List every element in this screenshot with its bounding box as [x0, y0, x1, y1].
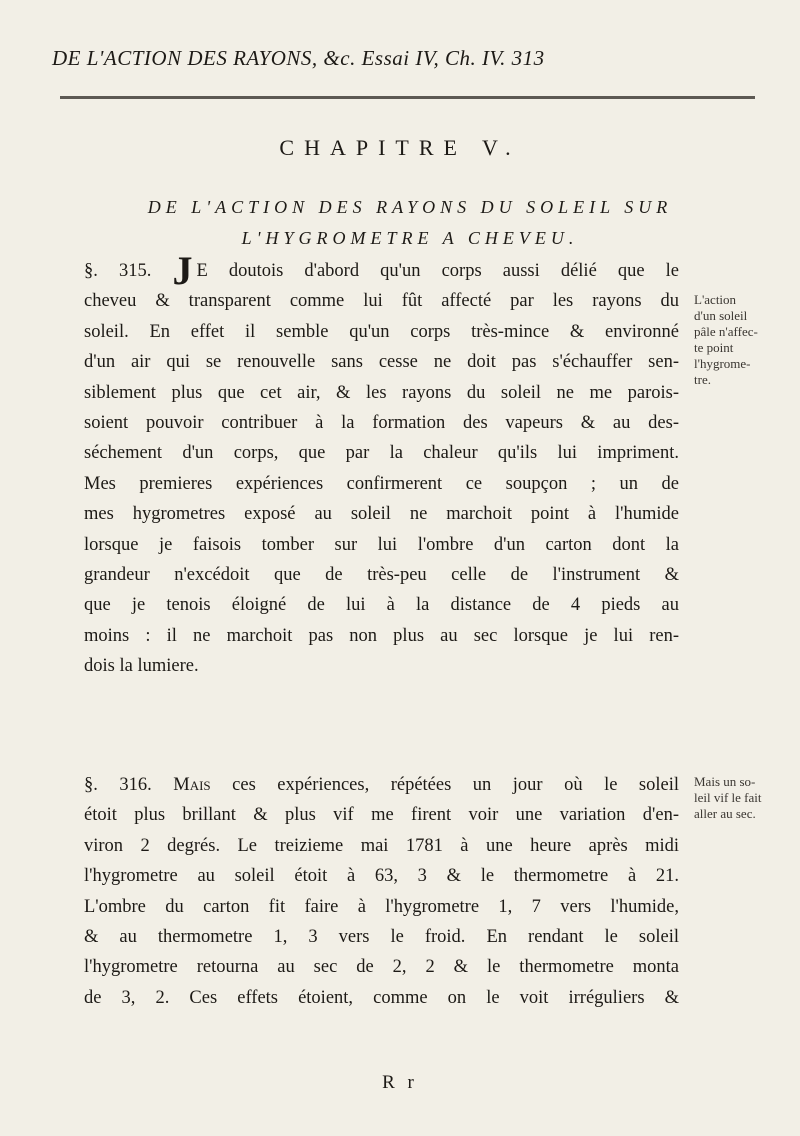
text-line: de 3, 2. Ces effets étoient, comme on le voit irréguliers &	[84, 987, 679, 1008]
margin-note-line: pâle n'affec-	[694, 324, 758, 339]
margin-note-line: L'action	[694, 292, 737, 307]
text-line: dois la lumiere.	[84, 656, 199, 677]
section-number: §. 315.	[84, 261, 152, 281]
text-line: mes hygrometres exposé au soleil ne marchoit point à l'humide	[84, 504, 679, 525]
signature-mark: R r	[382, 1072, 418, 1093]
title-line-1: DE L'ACTION DES RAYONS DU SOLEIL SUR	[147, 197, 673, 217]
text-line	[84, 770, 679, 800]
text-line-content: E doutois d'abord qu'un corps aussi délié que le	[196, 261, 680, 281]
header-rule	[60, 96, 755, 99]
margin-note-line: tre.	[694, 372, 711, 387]
text-line: séchement d'un corps, que par la chaleur qu'ils lui impriment.	[84, 443, 679, 464]
chapter-heading: CHAPITRE V.	[279, 135, 521, 160]
paragraph-316	[84, 770, 679, 1013]
text-line: étoit plus brillant & plus vif me firent voir une variation d'en-	[84, 805, 679, 826]
margin-note-line: Mais un so-	[694, 774, 756, 789]
small-caps-word: Mais	[173, 775, 211, 795]
title-line-2: L'HYGROMETRE A CHEVEU.	[241, 228, 579, 248]
text-line: l'hygrometre retourna au sec de 2, 2 & le thermometre monta	[84, 957, 679, 978]
margin-note-2	[694, 774, 774, 822]
paragraph-315	[84, 248, 680, 682]
margin-note-line: leil vif le fait	[694, 790, 762, 805]
text-line-content: ces expériences, répétées un jour où le soleil	[232, 775, 680, 795]
text-line: l'hygrometre au soleil étoit à 63, 3 & le thermometre à 21.	[84, 866, 679, 887]
text-line: que je tenois éloigné de lui à la distance de 4 pieds au	[84, 595, 679, 616]
text-line: soleil. En effet il semble qu'un corps très-mince & environné	[84, 321, 679, 342]
text-line: & au thermometre 1, 3 vers le froid. En rendant le soleil	[84, 927, 679, 948]
text-line	[84, 248, 680, 293]
text-line: viron 2 degrés. Le treizieme mai 1781 à une heure après midi	[84, 835, 679, 856]
text-line: cheveu & transparent comme lui fût affecté par les rayons du	[84, 291, 679, 312]
text-line: moins : il ne marchoit pas non plus au sec lorsque je lui ren-	[84, 625, 679, 646]
margin-note-line: aller au sec.	[694, 806, 756, 821]
text-line: siblement plus que cet air, & les rayons du soleil ne me parois-	[84, 382, 679, 403]
drop-cap: J	[172, 248, 193, 293]
text-line: soient pouvoir contribuer à la formation des vapeurs & au des-	[84, 413, 679, 434]
text-line: grandeur n'excédoit que de très-peu celle de l'instrument &	[84, 565, 679, 586]
margin-note-line: te point	[694, 340, 734, 355]
chapter-title	[60, 192, 760, 254]
text-line: Mes premieres expériences confirmerent ce soupçon ; un de	[84, 473, 679, 494]
section-number: §. 316.	[84, 775, 152, 795]
text-line: lorsque je faisois tomber sur lui l'ombre d'un carton dont la	[84, 534, 679, 555]
text-line: L'ombre du carton fit faire à l'hygrometre 1, 7 vers l'humide,	[84, 896, 679, 917]
running-head: DE L'ACTION DES RAYONS, &c. Essai IV, Ch. IV. 313	[52, 46, 545, 70]
margin-note-line: l'hygrome-	[694, 356, 751, 371]
margin-note-1	[694, 292, 774, 388]
text-line: d'un air qui se renouvelle sans cesse ne doit pas s'échauffer sen-	[84, 352, 679, 373]
margin-note-line: d'un soleil	[694, 308, 748, 323]
